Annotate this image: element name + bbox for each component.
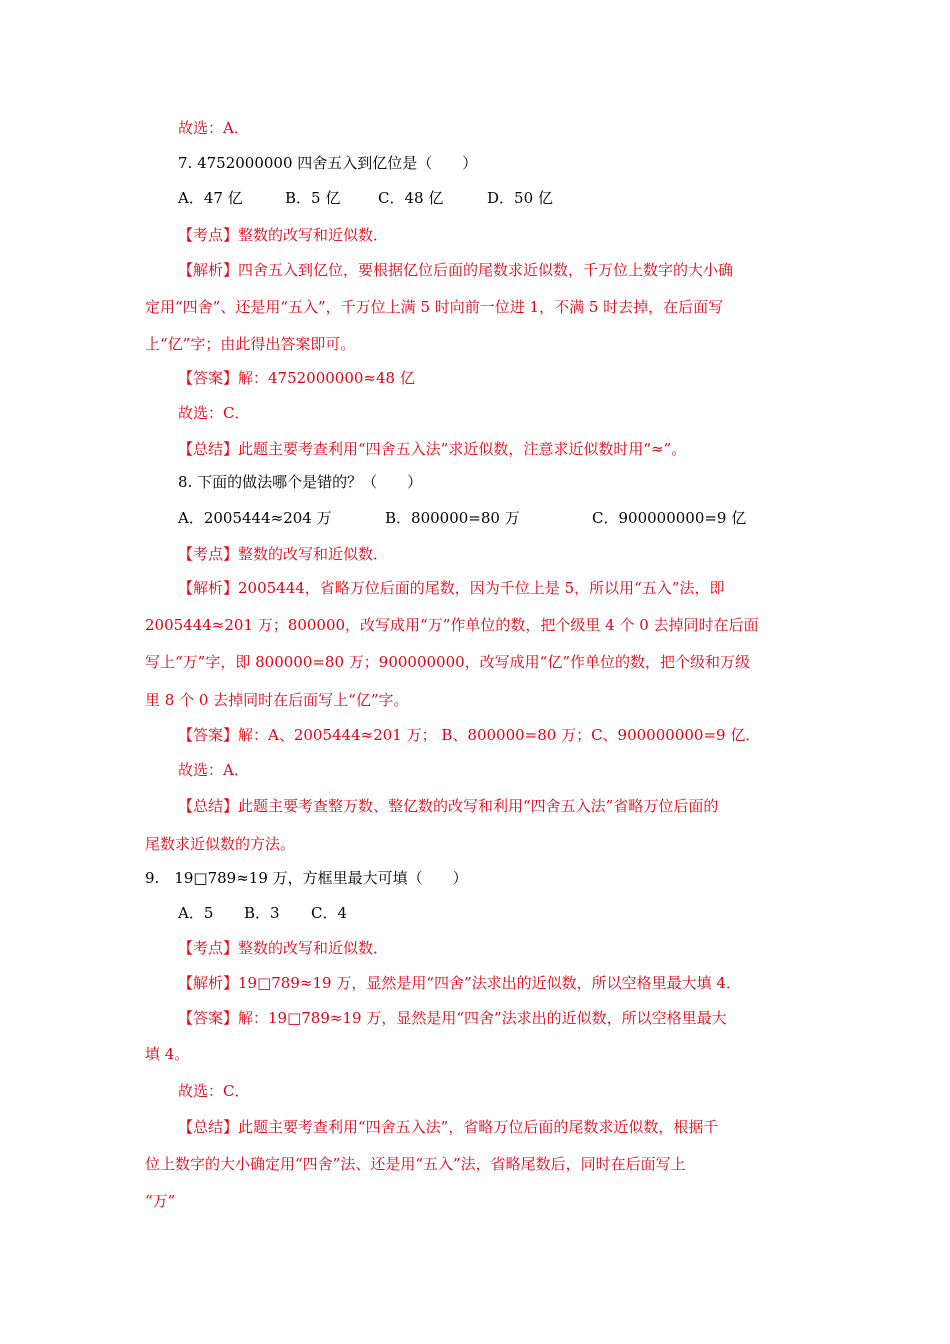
q7-jiexi-line1: 【解析】四舍五入到亿位，要根据亿位后面的尾数求近似数，千万位上数字的大小确 <box>178 261 734 279</box>
q8-jiexi-line1: 【解析】2005444，省略万位后面的尾数，因为千位上是 5，所以用“五入”法，即 <box>178 579 725 597</box>
q9-choice: 故选：C． <box>178 1082 250 1100</box>
q8-option-b: B．800000=80 万 <box>385 509 520 527</box>
q9-stem: 9. 19□789≈19 万，方框里最大可填（ ） <box>145 869 468 887</box>
q7-option-b: B．5 亿 <box>285 189 341 207</box>
q7-daan: 【答案】解：4752000000≈48 亿 <box>178 369 415 387</box>
q8-daan: 【答案】解：A、2005444≈201 万； B、800000=80 万；C、900000000=9 亿． <box>178 726 761 744</box>
q9-zongjie-line2: 位上数字的大小确定用“四舍”法、还是用“五入”法，省略尾数后，同时在后面写上 <box>145 1155 686 1173</box>
q8-jiexi-line4: 里 8 个 0 去掉同时在后面写上“亿”字。 <box>145 691 409 709</box>
q9-option-c: C．4 <box>311 904 348 922</box>
q7-option-a: A．47 亿 <box>178 189 243 207</box>
intro-answer-choice: 故选：A． <box>178 119 249 137</box>
q8-jiexi-line3: 写上“万”字，即 800000=80 万；900000000，改写成用“亿”作单位的数，把个级和万级 <box>145 653 751 671</box>
q7-option-c: C．48 亿 <box>378 189 444 207</box>
q7-option-d: D．50 亿 <box>487 189 553 207</box>
q9-daan-line2: 填 4。 <box>145 1045 190 1063</box>
q9-option-b: B．3 <box>244 904 280 922</box>
q9-jiexi: 【解析】19□789≈19 万，显然是用“四舍”法求出的近似数，所以空格里最大填 4． <box>178 974 741 992</box>
q8-kaodian: 【考点】整数的改写和近似数． <box>178 545 389 563</box>
q9-kaodian: 【考点】整数的改写和近似数． <box>178 939 389 957</box>
q8-choice: 故选：A． <box>178 761 249 779</box>
q8-jiexi-line2: 2005444≈201 万；800000，改写成用“万”作单位的数，把个级里 4 个 0 去掉同时在后面 <box>145 616 759 634</box>
q9-zongjie-line3: “万” <box>145 1192 176 1210</box>
q9-option-a: A．5 <box>178 904 214 922</box>
q9-zongjie-line1: 【总结】此题主要考查利用“四舍五入法”，省略万位后面的尾数求近似数，根据千 <box>178 1118 719 1136</box>
q8-stem: 8. 下面的做法哪个是错的？（ ） <box>178 473 423 491</box>
q9-daan-line1: 【答案】解：19□789≈19 万，显然是用“四舍”法求出的近似数，所以空格里最大 <box>178 1009 727 1027</box>
q8-option-c: C．900000000=9 亿 <box>592 509 747 527</box>
q7-jiexi-line2: 定用“四舍”、还是用“五入”，千万位上满 5 时向前一位进 1，不满 5 时去掉，在后面写 <box>145 298 724 316</box>
q8-zongjie-line1: 【总结】此题主要考查整万数、整亿数的改写和利用“四舍五入法”省略万位后面的 <box>178 797 719 815</box>
q7-stem: 7. 4752000000 四舍五入到亿位是（ ） <box>178 154 478 172</box>
q8-zongjie-line2: 尾数求近似数的方法。 <box>145 835 296 853</box>
q7-kaodian: 【考点】整数的改写和近似数． <box>178 226 389 244</box>
q7-zongjie: 【总结】此题主要考查利用“四舍五入法”求近似数，注意求近似数时用“≈”。 <box>178 440 687 458</box>
q7-choice: 故选：C． <box>178 404 250 422</box>
q8-option-a: A．2005444≈204 万 <box>178 509 332 527</box>
q7-jiexi-line3: 上“亿”字；由此得出答案即可。 <box>145 335 356 353</box>
